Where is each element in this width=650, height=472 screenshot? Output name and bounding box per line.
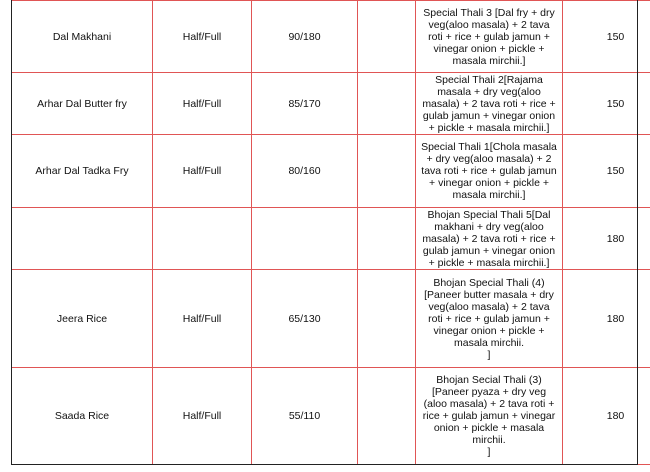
table-row <box>12 270 650 368</box>
dish-price: 90/180 <box>252 1 358 73</box>
thali-price: 150 <box>563 135 650 208</box>
empty-cell <box>358 368 416 465</box>
dish-price: 65/130 <box>252 270 358 368</box>
portion-size: Half/Full <box>153 1 252 73</box>
dish-name: Arhar Dal Tadka Fry <box>12 135 153 208</box>
thali-line: Bhojan Secial Thali (3) <box>436 374 542 386</box>
table-border-right <box>637 0 638 465</box>
thali-description <box>416 368 563 465</box>
dish-name: Arhar Dal Butter fry <box>12 73 153 135</box>
thali-description <box>416 73 563 135</box>
dish-name: Jeera Rice <box>12 270 153 368</box>
thali-price: 180 <box>563 368 650 465</box>
thali-line: rice + gulab jamun + vinegar <box>422 410 556 422</box>
thali-line: gulab jamun + vinegar onion <box>422 109 556 122</box>
thali-line: onion + pickle + masala <box>433 422 545 434</box>
empty-cell <box>358 270 416 368</box>
thali-price: 180 <box>563 208 650 270</box>
thali-description <box>416 1 563 73</box>
thali-line: masala mirchii.] <box>452 189 526 201</box>
thali-line: roti + rice + gulab jamun + <box>428 30 550 43</box>
thali-line: Special Thali 2[Rajama <box>435 73 543 86</box>
dish-name: Dal Makhani <box>12 1 153 73</box>
thali-line: (aloo masala) + 2 tava roti + <box>423 398 555 410</box>
table-row <box>12 135 650 208</box>
dish-name <box>12 208 153 270</box>
dish-price <box>252 208 358 270</box>
thali-description <box>416 270 563 368</box>
thali-line: + dry veg(aloo masala) + 2 <box>426 153 552 165</box>
thali-line: veg(aloo masala) + 2 tava <box>428 300 550 313</box>
dish-price: 80/160 <box>252 135 358 208</box>
thali-line: Bhojan Special Thali (4) <box>433 276 545 289</box>
thali-price: 150 <box>563 1 650 73</box>
table-border-bottom <box>11 464 638 465</box>
thali-line: ] <box>487 348 491 361</box>
thali-line: [Paneer butter masala + dry <box>424 288 554 301</box>
thali-line: Special Thali 1[Chola masala <box>421 141 557 153</box>
thali-description <box>416 208 563 270</box>
thali-line: tava roti + rice + gulab jamun <box>421 165 557 177</box>
thali-line: ] <box>487 446 491 458</box>
table-border-left <box>11 0 12 465</box>
thali-line: mirchii. <box>472 434 506 446</box>
thali-line: roti + rice + gulab jamun + <box>428 312 550 325</box>
thali-line: vinegar onion + pickle + <box>433 42 545 55</box>
portion-size: Half/Full <box>153 270 252 368</box>
dish-name: Saada Rice <box>12 368 153 465</box>
portion-size: Half/Full <box>153 135 252 208</box>
thali-price: 180 <box>563 270 650 368</box>
empty-cell <box>358 208 416 270</box>
thali-description <box>416 135 563 208</box>
thali-line: masala) + 2 tava roti + rice + <box>422 232 556 245</box>
empty-cell <box>358 73 416 135</box>
dish-price: 55/110 <box>252 368 358 465</box>
table-row <box>12 208 650 270</box>
thali-line: masala) + 2 tava roti + rice + <box>422 97 556 110</box>
thali-line: Special Thali 3 [Dal fry + dry <box>423 6 555 19</box>
thali-line: masala mirchii. <box>453 336 524 349</box>
thali-line: vinegar onion + pickle + <box>433 324 545 337</box>
empty-cell <box>358 135 416 208</box>
thali-line: + pickle + masala mirchii.] <box>428 256 550 269</box>
portion-size: Half/Full <box>153 73 252 135</box>
portion-size: Half/Full <box>153 368 252 465</box>
empty-cell <box>358 1 416 73</box>
thali-line: + vinegar onion + pickle + <box>429 177 549 189</box>
thali-line: gulab jamun + vinegar onion <box>422 244 556 257</box>
thali-line: Bhojan Special Thali 5[Dal <box>427 208 551 221</box>
thali-line: masala mirchii.] <box>452 54 526 67</box>
menu-table <box>11 0 650 465</box>
thali-line: [Paneer pyaza + dry veg <box>431 386 547 398</box>
thali-line: + pickle + masala mirchii.] <box>428 121 550 134</box>
portion-size <box>153 208 252 270</box>
thali-line: veg(aloo masala) + 2 tava <box>428 18 550 31</box>
table-row <box>12 368 650 465</box>
dish-price: 85/170 <box>252 73 358 135</box>
thali-line: makhani + dry veg(aloo <box>434 220 544 233</box>
table-row <box>12 73 650 135</box>
thali-price: 150 <box>563 73 650 135</box>
thali-line: masala + dry veg(aloo <box>437 85 541 98</box>
table-row <box>12 1 650 73</box>
